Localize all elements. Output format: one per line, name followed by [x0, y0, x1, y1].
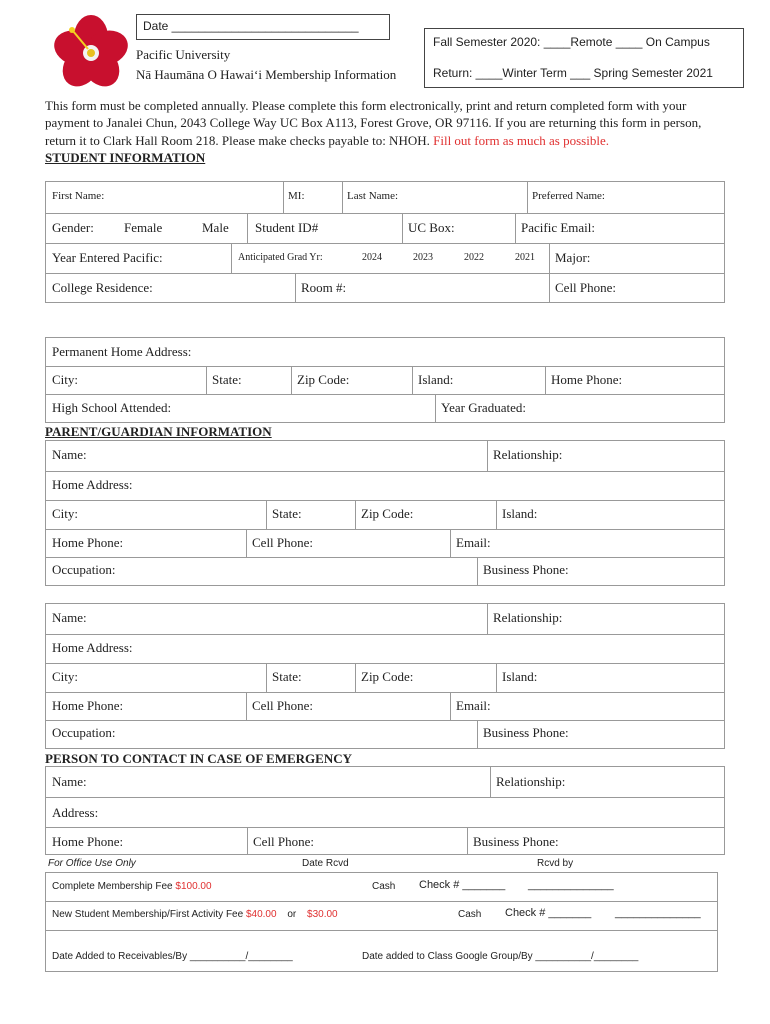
- last-name-field[interactable]: Last Name:: [347, 190, 399, 202]
- fee1-cash[interactable]: Cash: [372, 881, 396, 892]
- female-option[interactable]: Female: [124, 220, 163, 235]
- student-heading: STUDENT INFORMATION: [45, 150, 206, 165]
- guardian2-name-field[interactable]: Name:: [52, 610, 87, 625]
- fee1-row: [52, 881, 212, 892]
- org-name: Nā Haumāna O Hawaiʻi Membership Information: [136, 67, 397, 82]
- first-name-field[interactable]: First Name:: [52, 190, 105, 202]
- guardian1-address-field[interactable]: Home Address:: [52, 477, 133, 492]
- guardian2-zip-field[interactable]: Zip Code:: [361, 669, 414, 684]
- student-city-field[interactable]: City:: [52, 372, 79, 387]
- fee2-line[interactable]: ______________: [615, 907, 701, 919]
- fee2-or: or: [287, 909, 297, 920]
- emergency-relationship-field[interactable]: Relationship:: [496, 774, 566, 789]
- fee1-label: Complete Membership Fee: [52, 881, 173, 892]
- intro-paragraph: [45, 97, 730, 149]
- hibiscus-logo: [50, 14, 132, 92]
- high-school-field[interactable]: High School Attended:: [52, 400, 172, 415]
- semester-box: [424, 28, 744, 88]
- guardian2-state-field[interactable]: State:: [272, 669, 302, 684]
- fee1-amount: $100.00: [175, 881, 212, 892]
- return-line[interactable]: Return: ____Winter Term ___ Spring Semester 2021: [433, 66, 713, 80]
- semester-line[interactable]: Fall Semester 2020: ____Remote ____ On Campus: [433, 35, 710, 49]
- google-group-field[interactable]: Date added to Class Google Group/By __________/________: [362, 951, 639, 962]
- guardian2-occupation-field[interactable]: Occupation:: [52, 725, 116, 740]
- guardian2-city-field[interactable]: City:: [52, 669, 79, 684]
- rcvd-by-label: Rcvd by: [537, 858, 574, 869]
- cell-phone-field[interactable]: Cell Phone:: [555, 280, 617, 295]
- intro-text: This form must be completed annually. Please complete this form electronically, print and return completed form with your payment to Janalei Chun, 2043 College Way UC Box A113, Forest Grove, OR 97116. If you are returning this form in person, return it to Clark Hall Room 218. Please make checks payable to: NHOH.: [45, 98, 702, 148]
- permanent-address-field[interactable]: Permanent Home Address:: [52, 344, 192, 359]
- receivables-field[interactable]: Date Added to Receivables/By __________/________: [52, 951, 293, 962]
- student-home-phone-field[interactable]: Home Phone:: [551, 372, 623, 387]
- preferred-name-field[interactable]: Preferred Name:: [532, 190, 605, 202]
- fee1-line[interactable]: ______________: [528, 879, 614, 891]
- guardian2-relationship-field[interactable]: Relationship:: [493, 610, 563, 625]
- grad-yr-label: Anticipated Grad Yr:: [238, 252, 323, 263]
- guardian-table-2: [45, 603, 725, 749]
- student-zip-field[interactable]: Zip Code:: [297, 372, 350, 387]
- emergency-home-phone-field[interactable]: Home Phone:: [52, 834, 124, 849]
- major-field[interactable]: Major:: [555, 250, 591, 265]
- guardian1-city-field[interactable]: City:: [52, 506, 79, 521]
- office-use-label: For Office Use Only: [48, 858, 136, 869]
- intro-red-text: Fill out form as much as possible.: [433, 132, 609, 148]
- emergency-name-field[interactable]: Name:: [52, 774, 87, 789]
- mi-field[interactable]: MI:: [288, 190, 305, 202]
- guardian1-name-field[interactable]: Name:: [52, 447, 87, 462]
- grad-2024-option[interactable]: 2024: [362, 252, 382, 263]
- guardian2-island-field[interactable]: Island:: [502, 669, 538, 684]
- guardian1-zip-field[interactable]: Zip Code:: [361, 506, 414, 521]
- male-option[interactable]: Male: [202, 220, 229, 235]
- student-id-field[interactable]: Student ID#: [255, 220, 319, 235]
- guardian1-occupation-field[interactable]: Occupation:: [52, 562, 116, 577]
- student-address-table: [45, 337, 725, 423]
- year-entered-field[interactable]: Year Entered Pacific:: [52, 250, 163, 265]
- guardian2-business-phone-field[interactable]: Business Phone:: [483, 725, 569, 740]
- emergency-heading: PERSON TO CONTACT IN CASE OF EMERGENCY: [45, 751, 352, 766]
- university-name: Pacific University: [136, 47, 231, 62]
- room-field[interactable]: Room #:: [301, 280, 347, 295]
- guardian1-email-field[interactable]: Email:: [456, 535, 491, 550]
- college-residence-field[interactable]: College Residence:: [52, 280, 153, 295]
- gender-label: Gender:: [52, 220, 94, 235]
- office-box: [45, 872, 718, 972]
- student-table: [45, 181, 725, 303]
- date-field[interactable]: Date ____________________________: [136, 14, 390, 40]
- student-island-field[interactable]: Island:: [418, 372, 454, 387]
- parent-heading: PARENT/GUARDIAN INFORMATION: [45, 424, 272, 439]
- grad-2021-option[interactable]: 2021: [515, 252, 535, 263]
- student-state-field[interactable]: State:: [212, 372, 242, 387]
- pacific-email-field[interactable]: Pacific Email:: [521, 220, 596, 235]
- uc-box-field[interactable]: UC Box:: [408, 220, 455, 235]
- emergency-cell-phone-field[interactable]: Cell Phone:: [253, 834, 315, 849]
- emergency-business-phone-field[interactable]: Business Phone:: [473, 834, 559, 849]
- guardian-table-1: [45, 440, 725, 586]
- guardian1-business-phone-field[interactable]: Business Phone:: [483, 562, 569, 577]
- guardian2-home-phone-field[interactable]: Home Phone:: [52, 698, 124, 713]
- guardian1-relationship-field[interactable]: Relationship:: [493, 447, 563, 462]
- fee2-label: New Student Membership/First Activity Fee: [52, 909, 244, 920]
- emergency-table: [45, 766, 725, 855]
- grad-2022-option[interactable]: 2022: [464, 252, 484, 263]
- emergency-address-field[interactable]: Address:: [52, 805, 99, 820]
- guardian2-address-field[interactable]: Home Address:: [52, 640, 133, 655]
- fee2-amount: $40.00: [245, 909, 277, 920]
- guardian2-cell-phone-field[interactable]: Cell Phone:: [252, 698, 314, 713]
- guardian1-state-field[interactable]: State:: [272, 506, 302, 521]
- fee2-check[interactable]: Check # _______: [505, 907, 592, 919]
- guardian1-home-phone-field[interactable]: Home Phone:: [52, 535, 124, 550]
- fee1-check[interactable]: Check # _______: [419, 879, 506, 891]
- year-graduated-field[interactable]: Year Graduated:: [441, 400, 526, 415]
- fee2-cash[interactable]: Cash: [458, 909, 482, 920]
- guardian2-email-field[interactable]: Email:: [456, 698, 491, 713]
- guardian1-island-field[interactable]: Island:: [502, 506, 538, 521]
- grad-2023-option[interactable]: 2023: [413, 252, 433, 263]
- fee2-alt-amount: $30.00: [307, 909, 338, 920]
- header-titles: [136, 45, 396, 85]
- guardian1-cell-phone-field[interactable]: Cell Phone:: [252, 535, 314, 550]
- date-rcvd-label: Date Rcvd: [302, 858, 349, 869]
- fee2-row: [52, 909, 338, 920]
